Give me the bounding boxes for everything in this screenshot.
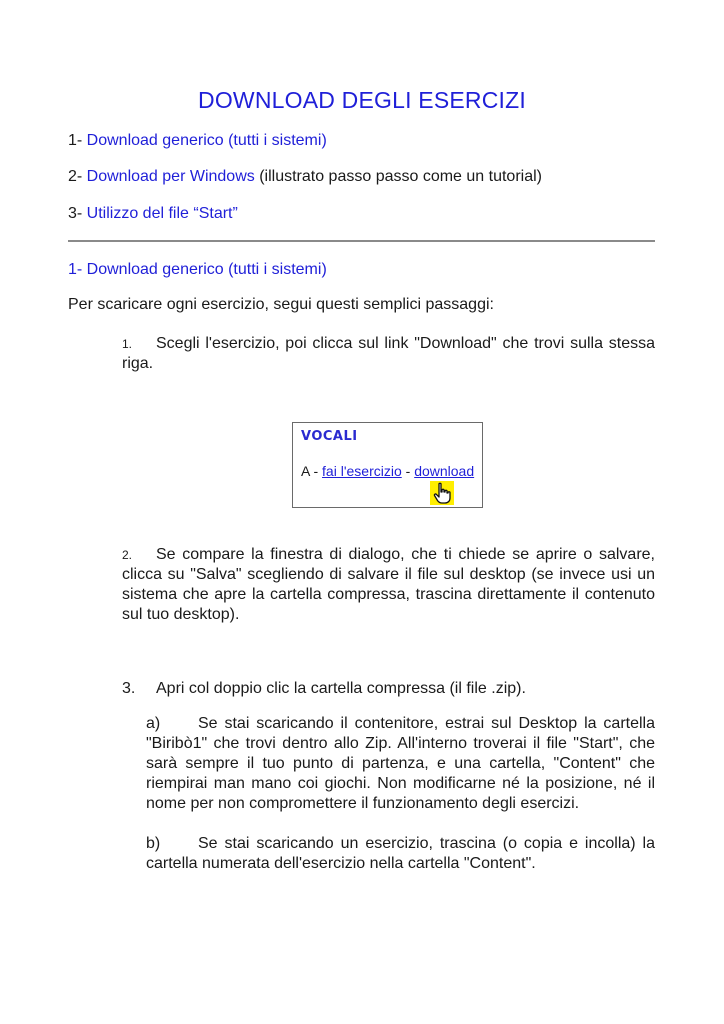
- substep-text: Se stai scaricando il contenitore, estrai sul Desktop la cartella "Biribò1" che trovi dentro allo Zip. All'interno troverai il file "Start", che sarà sempre il tuo punto di partenza, e una cartella, "Content" che riempirai man mano coi giochi. Non modificarne né la posizione, né il nome per non compromettere il funzionamento degli esercizi.: [146, 715, 655, 812]
- toc-link-start-file[interactable]: Utilizzo del file “Start”: [86, 205, 238, 222]
- separator: -: [309, 463, 323, 479]
- intro-paragraph: Per scaricare ogni esercizio, segui questi semplici passaggi:: [68, 296, 494, 313]
- toc-item-2: [68, 168, 542, 186]
- download-link[interactable]: download: [414, 463, 475, 479]
- step-text: Apri col doppio clic la cartella compressa (il file .zip).: [156, 680, 526, 697]
- fai-esercizio-link[interactable]: fai l'esercizio: [322, 463, 402, 479]
- download-link-screenshot: [292, 422, 483, 508]
- toc-number: 1-: [68, 132, 87, 149]
- substep-label: b): [146, 835, 161, 852]
- toc-link-windows-download[interactable]: Download per Windows: [86, 168, 255, 185]
- substep-text: Se stai scaricando un esercizio, trascina (o copia e incolla) la cartella numerata dell'esercizio nella cartella "Content".: [146, 835, 655, 872]
- page-title: DOWNLOAD DEGLI ESERCIZI: [198, 87, 526, 113]
- toc-number: 2-: [68, 168, 87, 185]
- step-text: Se compare la finestra di dialogo, che ti chiede se aprire o salvare, clicca su "Salva" scegliendo di salvare il file sul desktop (se invece usi un sistema che apre la cartella compressa, trascina direttamente il contenuto sul tuo desktop).: [122, 546, 655, 623]
- screenshot-letter: A: [301, 463, 310, 479]
- substep-b: [146, 834, 655, 874]
- step-1: [122, 334, 655, 374]
- step-number: 1.: [122, 337, 133, 351]
- separator: -: [401, 463, 415, 479]
- substep-a: [146, 714, 655, 814]
- step-2: [122, 545, 655, 625]
- substep-label: a): [146, 715, 161, 732]
- toc-item-1: [68, 132, 327, 150]
- step-number: 2.: [122, 548, 133, 562]
- toc-item-3: [68, 205, 238, 223]
- step-number: 3.: [122, 680, 136, 697]
- screenshot-title: VOCALI: [301, 429, 358, 444]
- toc-number: 3-: [68, 205, 87, 222]
- toc-link-generic-download[interactable]: Download generico (tutti i sistemi): [86, 132, 327, 149]
- step-3: [122, 679, 655, 699]
- horizontal-divider: [68, 240, 655, 242]
- hand-pointer-icon: [430, 481, 454, 505]
- step-text: Scegli l'esercizio, poi clicca sul link "Download" che trovi sulla stessa riga.: [122, 335, 655, 372]
- toc-description: (illustrato passo passo come un tutorial): [254, 168, 542, 185]
- screenshot-row: [301, 463, 474, 479]
- section-heading: 1- Download generico (tutti i sistemi): [68, 261, 327, 278]
